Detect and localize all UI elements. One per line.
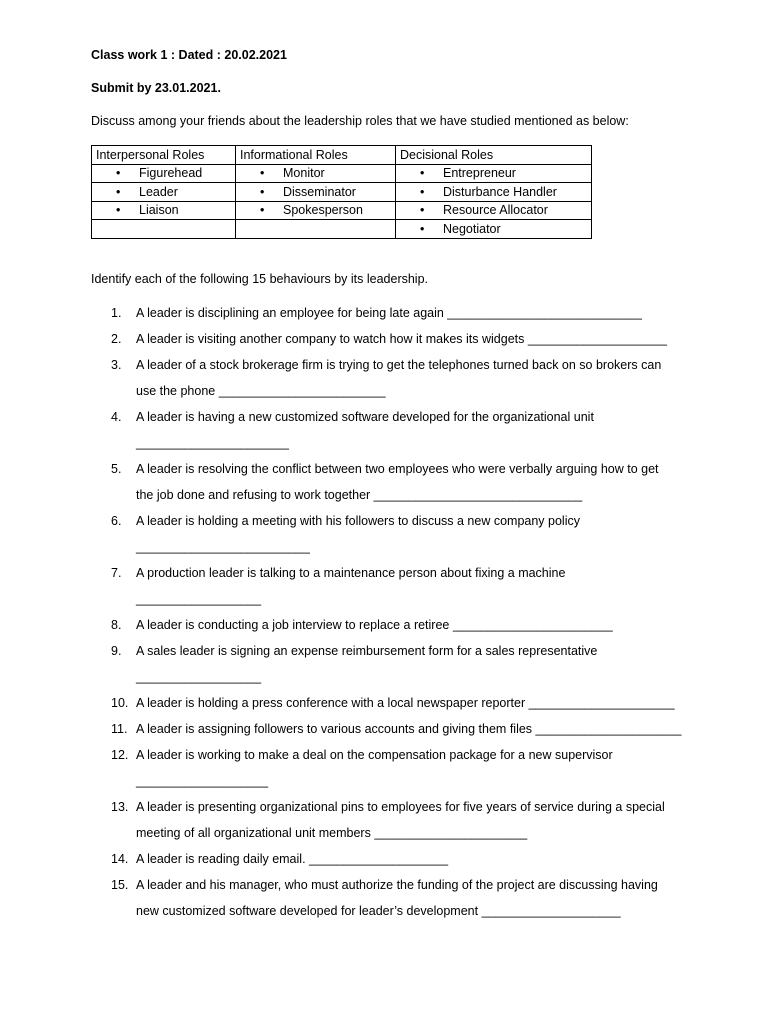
bullet: •: [260, 184, 265, 199]
question-text: A leader is presenting organizational pins to employees for five years of service during a special: [136, 800, 665, 814]
question-item: [111, 560, 701, 612]
question-item: [111, 872, 701, 924]
role-item: Entrepreneur: [443, 166, 516, 181]
question-text: A leader is conducting a job interview to replace a retiree _______________________: [136, 618, 613, 632]
instruction-text: Identify each of the following 15 behaviours by its leadership.: [91, 272, 429, 286]
question-text: A sales leader is signing an expense reimbursement form for a sales representative: [136, 644, 598, 658]
role-item: Disseminator: [283, 184, 356, 199]
question-number: 7.: [111, 566, 122, 580]
question-number: 13.: [111, 800, 129, 814]
question-number: 9.: [111, 644, 122, 658]
question-number: 5.: [111, 462, 122, 476]
question-text: A leader is reading daily email. ____________________: [136, 852, 449, 866]
question-text: A leader and his manager, who must authorize the funding of the project are discussing having: [136, 878, 658, 892]
question-item: [111, 846, 701, 872]
question-text: A leader is assigning followers to various accounts and giving them files _____________________: [136, 722, 682, 736]
role-item: Spokesperson: [283, 203, 363, 218]
bullet: •: [260, 203, 265, 218]
question-number: 2.: [111, 332, 122, 346]
table-cell: [92, 183, 236, 202]
role-item: Monitor: [283, 166, 325, 181]
question-item: [111, 352, 701, 404]
role-item: Liaison: [139, 203, 179, 218]
question-number: 10.: [111, 696, 129, 710]
submit-line: Submit by 23.01.2021.: [91, 81, 221, 95]
table-cell: [396, 164, 592, 183]
bullet: •: [116, 166, 121, 181]
question-text: A leader is holding a meeting with his followers to discuss a new company policy: [136, 514, 580, 528]
answer-blank[interactable]: ___________________: [136, 774, 269, 788]
table-cell: [396, 220, 592, 239]
question-text-continued: the job done and refusing to work together ______________________________: [136, 488, 583, 502]
answer-blank[interactable]: _________________________: [136, 540, 310, 554]
question-number: 14.: [111, 852, 129, 866]
table-cell: [236, 201, 396, 220]
answer-blank[interactable]: __________________: [136, 592, 262, 606]
table-cell: [236, 164, 396, 183]
question-text: A production leader is talking to a maintenance person about fixing a machine: [136, 566, 566, 580]
question-text-continued: use the phone ________________________: [136, 384, 386, 398]
table-cell-empty: [92, 220, 236, 239]
answer-blank[interactable]: __________________: [136, 670, 262, 684]
bullet: •: [116, 184, 121, 199]
title-line: Class work 1 : Dated : 20.02.2021: [91, 48, 287, 62]
table-row: [92, 164, 592, 183]
table-cell: [92, 201, 236, 220]
bullet: •: [420, 166, 425, 181]
question-item: [111, 300, 701, 326]
role-item: Disturbance Handler: [443, 184, 557, 199]
question-number: 1.: [111, 306, 122, 320]
question-item: [111, 742, 701, 794]
question-text: A leader is having a new customized software developed for the organizational unit: [136, 410, 594, 424]
question-item: [111, 326, 701, 352]
role-item: Figurehead: [139, 166, 203, 181]
table-cell: [92, 164, 236, 183]
question-item: [111, 690, 701, 716]
answer-blank[interactable]: ______________________: [136, 436, 289, 450]
question-number: 4.: [111, 410, 122, 424]
question-number: 3.: [111, 358, 122, 372]
question-number: 6.: [111, 514, 122, 528]
role-item: Resource Allocator: [443, 203, 548, 218]
question-item: [111, 508, 701, 560]
bullet: •: [420, 203, 425, 218]
question-text: A leader is working to make a deal on the compensation package for a new supervisor: [136, 748, 613, 762]
bullet: •: [116, 203, 121, 218]
intro-text: Discuss among your friends about the leadership roles that we have studied mentioned as below:: [91, 114, 629, 128]
question-number: 11.: [111, 722, 128, 736]
role-item: Leader: [139, 184, 178, 199]
question-item: [111, 612, 701, 638]
table-cell: [396, 201, 592, 220]
question-number: 8.: [111, 618, 122, 632]
question-text: A leader is visiting another company to watch how it makes its widgets ____________________: [136, 332, 667, 346]
question-text-continued: new customized software developed for leader’s development ____________________: [136, 904, 621, 918]
question-text: A leader is resolving the conflict between two employees who were verbally arguing how to get: [136, 462, 659, 476]
question-number: 15.: [111, 878, 129, 892]
question-item: [111, 716, 701, 742]
header-informational: Informational Roles: [236, 146, 396, 165]
question-text: A leader is holding a press conference with a local newspaper reporter _____________________: [136, 696, 675, 710]
roles-table: [91, 145, 592, 239]
table-row: [92, 201, 592, 220]
role-item: Negotiator: [443, 221, 501, 236]
bullet: •: [260, 166, 265, 181]
table-cell-empty: [236, 220, 396, 239]
table-cell: [236, 183, 396, 202]
header-interpersonal: Interpersonal Roles: [92, 146, 236, 165]
table-cell: [396, 183, 592, 202]
question-text: A leader of a stock brokerage firm is trying to get the telephones turned back on so brokers can: [136, 358, 662, 372]
bullet: •: [420, 184, 425, 199]
bullet: •: [420, 221, 425, 236]
question-text-continued: meeting of all organizational unit members ______________________: [136, 826, 528, 840]
question-item: [111, 456, 701, 508]
question-number: 12.: [111, 748, 129, 762]
header-decisional: Decisional Roles: [396, 146, 592, 165]
table-row: [92, 220, 592, 239]
table-row: [92, 183, 592, 202]
question-item: [111, 404, 701, 456]
question-item: [111, 794, 701, 846]
table-header-row: [92, 146, 592, 165]
question-item: [111, 638, 701, 690]
question-text: A leader is disciplining an employee for being late again ____________________________: [136, 306, 642, 320]
